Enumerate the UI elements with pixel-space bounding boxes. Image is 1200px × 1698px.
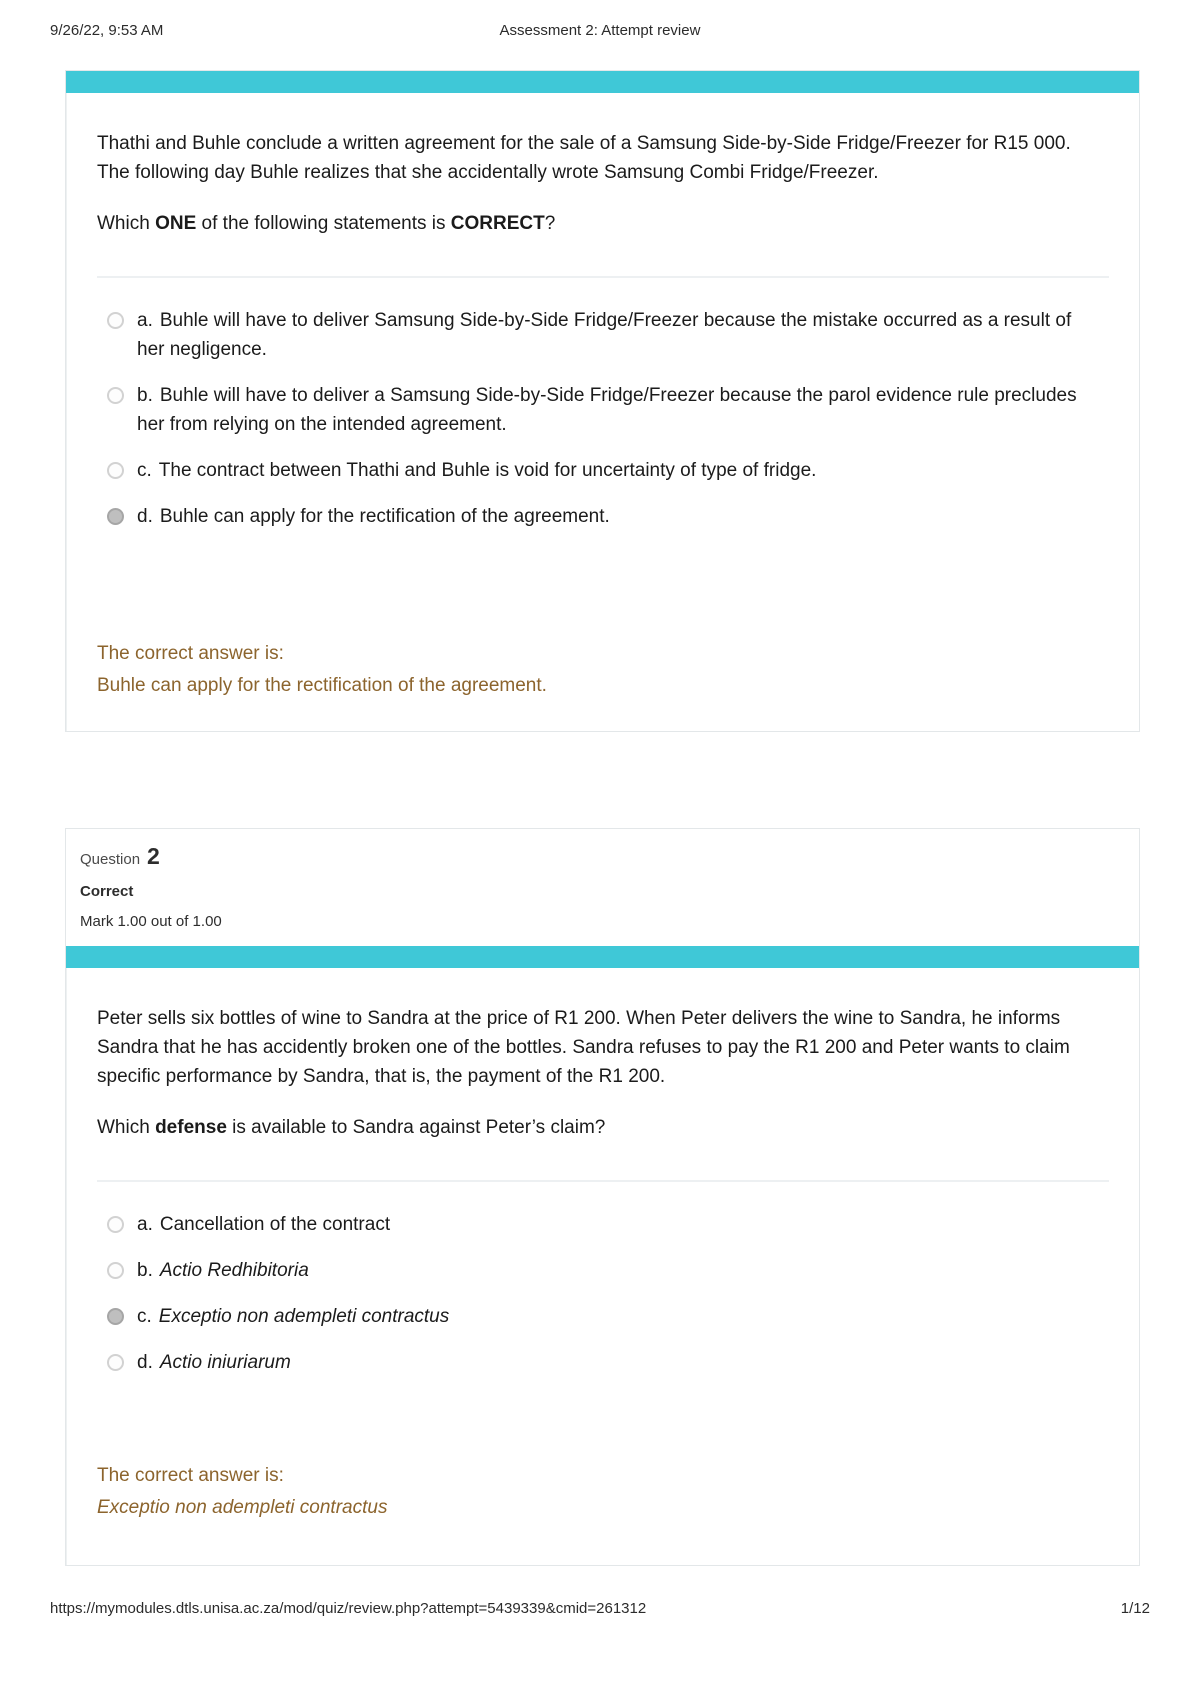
- question-2-feedback: [97, 1461, 1109, 1535]
- question-2-option-b[interactable]: [107, 1256, 1109, 1285]
- question-label: Question: [80, 851, 141, 868]
- radio-button[interactable]: [107, 312, 124, 329]
- question-1-option-d[interactable]: [107, 502, 1109, 531]
- option-text: Buhle will have to deliver a Samsung Side-by-Side Fridge/Freezer because the parol evidence rule precludes her from relying on the intended agreement.: [137, 385, 1077, 435]
- option-letter: a.: [137, 310, 153, 331]
- radio-button-selected[interactable]: [107, 1308, 124, 1325]
- question-2-option-a[interactable]: [107, 1210, 1109, 1239]
- header-datetime: 9/26/22, 9:53 AM: [50, 22, 164, 39]
- option-text: Exceptio non adempleti contractus: [158, 1306, 450, 1327]
- correct-answer-label: The correct answer is:: [97, 643, 284, 664]
- question-2-info: [66, 829, 1139, 946]
- question-2-prompt: Which defense is available to Sandra against Peter’s claim?: [97, 1117, 606, 1138]
- question-number: 2: [147, 843, 160, 869]
- question-1-option-a[interactable]: [107, 306, 1109, 364]
- option-letter: a.: [137, 1214, 153, 1235]
- question-2-status-bar: [66, 946, 1139, 968]
- question-number-line: [80, 843, 1123, 870]
- footer-url: https://mymodules.dtls.unisa.ac.za/mod/quiz/review.php?attempt=5439339&cmid=261312: [50, 1600, 647, 1617]
- option-letter: c.: [137, 1306, 152, 1327]
- question-2-text: Peter sells six bottles of wine to Sandra at the price of R1 200. When Peter delivers the wine to Sandra, he informs Sandra that he has accidently broken one of the bottles. Sandra refuses to pay the R1 200 and Peter wants to claim specific performance by Sandra, that is, the payment of the R1 200.: [97, 1008, 1070, 1087]
- option-letter: c.: [137, 460, 152, 481]
- radio-button[interactable]: [107, 1216, 124, 1233]
- option-letter: d.: [137, 1352, 153, 1373]
- question-1-prompt: Which ONE of the following statements is CORRECT?: [97, 213, 556, 234]
- question-mark: Mark 1.00 out of 1.00: [80, 913, 222, 930]
- page-title: Assessment 2: Attempt review: [499, 22, 701, 39]
- question-1-option-c[interactable]: [107, 456, 1109, 485]
- question-1-feedback: [97, 639, 1109, 701]
- question-1-option-b[interactable]: [107, 381, 1109, 439]
- option-letter: b.: [137, 1260, 153, 1281]
- option-text: Actio iniuriarum: [159, 1352, 291, 1373]
- question-2-answers: [97, 1210, 1109, 1377]
- option-text: Actio Redhibitoria: [159, 1260, 309, 1281]
- option-letter: d.: [137, 506, 153, 527]
- question-1-text: Thathi and Buhle conclude a written agreement for the sale of a Samsung Side-by-Side Fridge/Freezer for R15 000. The following day Buhle realizes that she accidentally wrote Samsung Combi Fridge/Freezer.: [97, 133, 1071, 183]
- question-1-options-divider: [97, 276, 1109, 278]
- question-1-box: [65, 70, 1140, 732]
- correct-answer-label: The correct answer is:: [97, 1465, 284, 1486]
- print-footer: [50, 1600, 1150, 1637]
- correct-answer-text: Buhle can apply for the rectification of the agreement.: [97, 675, 547, 696]
- question-1-content: [66, 93, 1139, 731]
- option-letter: b.: [137, 385, 153, 406]
- option-text: Buhle can apply for the rectification of the agreement.: [159, 506, 610, 527]
- question-2-option-d[interactable]: [107, 1348, 1109, 1377]
- option-text: The contract between Thathi and Buhle is void for uncertainty of type of fridge.: [158, 460, 817, 481]
- question-2-content: [66, 968, 1139, 1565]
- radio-button[interactable]: [107, 1354, 124, 1371]
- option-text: Buhle will have to deliver Samsung Side-by-Side Fridge/Freezer because the mistake occurred as a result of her negligence.: [137, 310, 1072, 360]
- radio-button[interactable]: [107, 387, 124, 404]
- correct-answer-text: Exceptio non adempleti contractus: [97, 1497, 388, 1518]
- question-2-option-c[interactable]: [107, 1302, 1109, 1331]
- question-1-status-bar: [66, 71, 1139, 93]
- radio-button-selected[interactable]: [107, 508, 124, 525]
- question-1-answers: [97, 306, 1109, 531]
- question-2-box: [65, 828, 1140, 1566]
- radio-button[interactable]: [107, 1262, 124, 1279]
- radio-button[interactable]: [107, 462, 124, 479]
- question-2-options-divider: [97, 1180, 1109, 1182]
- question-status-badge: Correct: [80, 883, 134, 900]
- footer-page-number: 1/12: [1120, 1600, 1150, 1617]
- print-header: [0, 0, 1200, 70]
- option-text: Cancellation of the contract: [159, 1214, 391, 1235]
